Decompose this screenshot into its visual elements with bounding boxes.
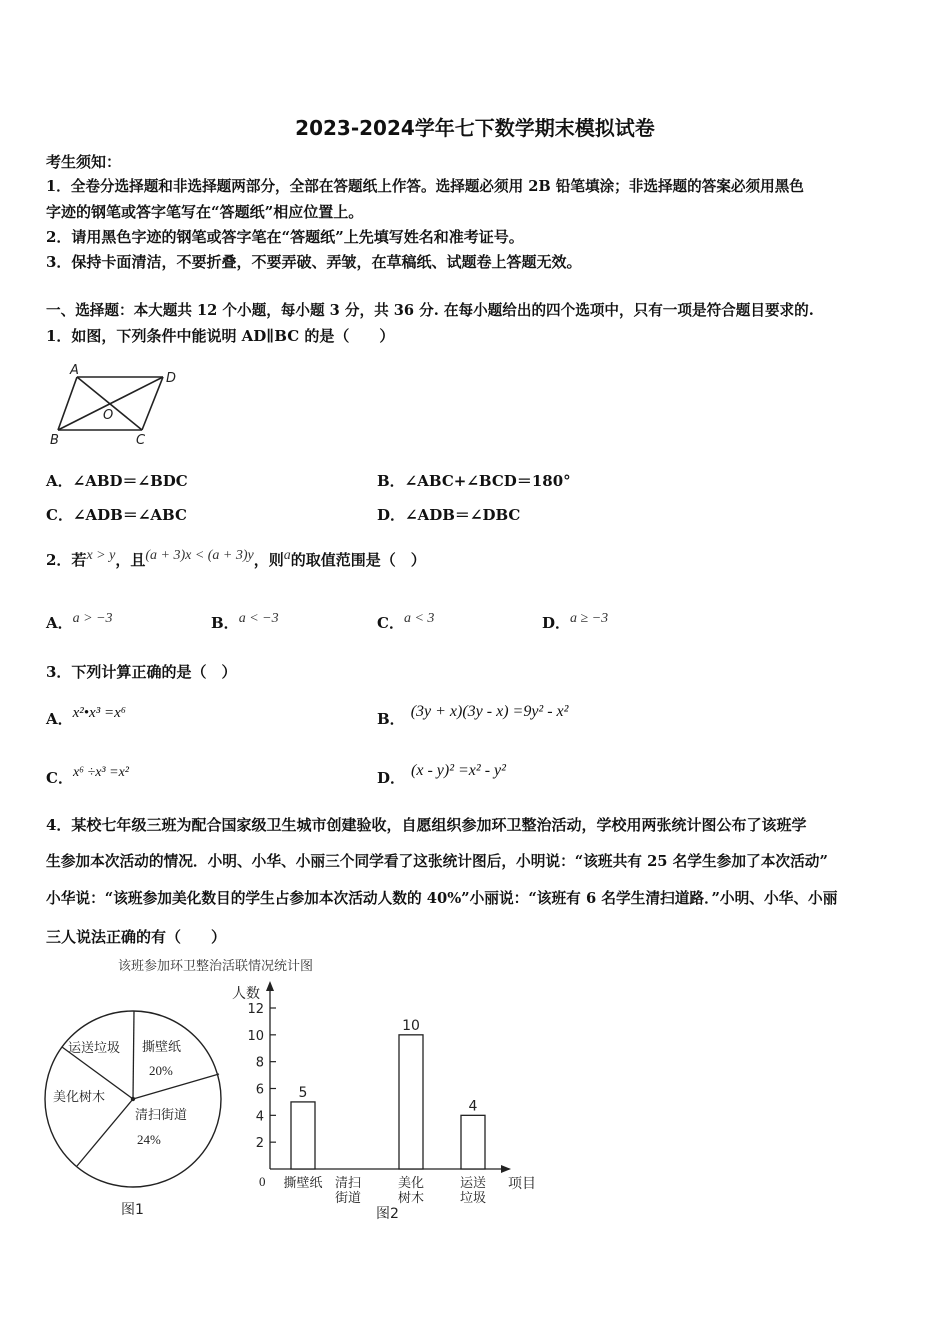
bar-value-label-2: 10 [402, 1017, 420, 1034]
pie-center [131, 1097, 135, 1101]
notice-item-1b: 字迹的钢笔或答字笔写在“答题纸”相应位置上。 [46, 203, 364, 221]
pie-label-beautify: 美化树木 [53, 1090, 106, 1105]
q2-option-c-math: a < 3 [403, 611, 435, 626]
q2-stem-part3: ，则 [253, 551, 284, 569]
y-tick-label-2: 2 [255, 1136, 264, 1152]
q2-math-2: (a + 3)x < (a + 3)y [145, 548, 254, 563]
q4-line-1: 4．某校七年级三班为配合国家级卫生城市创建验收，自愿组织参加环卫整治活动，学校用两张统计图公布了该班学 [46, 816, 807, 834]
pie-value-sweep: 24% [137, 1132, 161, 1147]
pie-label-sweep: 清扫街道 [135, 1108, 188, 1123]
q3-option-c[interactable] [46, 767, 129, 788]
y-tick-label-12: 12 [247, 1002, 264, 1017]
x-axis-arrow [501, 1165, 511, 1173]
bar-chart-caption: 图2 [376, 1206, 399, 1222]
x-category-label-1-line2: 街道 [334, 1191, 362, 1206]
q2-math-1: x > y [86, 548, 116, 563]
notice-item-2: 2．请用黑色字迹的钢笔或答字笔在“答题纸”上先填写姓名和准考证号。 [46, 228, 524, 246]
q2-option-b[interactable] [211, 612, 279, 633]
q2-option-c[interactable] [377, 612, 434, 633]
pie-chart-caption: 图1 [121, 1202, 144, 1218]
pie-value-wallpaper: 20% [149, 1063, 173, 1078]
q2-option-d-label: D． [542, 614, 571, 632]
edge-dc [142, 377, 163, 430]
x-category-label-2-line2: 树木 [397, 1191, 425, 1206]
label-a: A [70, 363, 79, 378]
notice-heading: 考生须知： [46, 153, 122, 171]
q1-option-b[interactable]: B．∠ABC+∠BCD＝180° [377, 472, 571, 490]
q3-option-d-math: (x - y)² =x² - y² [411, 762, 506, 779]
pie-chart [45, 1011, 221, 1218]
x-category-label-0-line1: 撕壁纸 [283, 1176, 323, 1191]
q4-line-2: 生参加本次活动的情况．小明、小华、小丽三个同学看了这张统计图后，小明说：“该班共有 25 名学生参加了本次活动” [46, 853, 828, 870]
bar-value-label-3: 4 [468, 1098, 478, 1115]
notice-item-1a: 1．全卷分选择题和非选择题两部分，全部在答题纸上作答。选择题必须用 2B 铅笔填涂；非选择题的答案必须用黑色 [46, 178, 804, 195]
page-title: 2023-2024学年七下数学期末模拟试卷 [295, 116, 655, 140]
q4-line-4: 三人说法正确的有（ ） [46, 928, 227, 946]
bar-2 [399, 1035, 423, 1169]
bar-0 [291, 1102, 315, 1169]
x-category-label-2-line1: 美化 [397, 1176, 425, 1191]
q1-stem: 1．如图，下列条件中能说明 AD∥BC 的是（ ） [46, 327, 395, 345]
q2-stem-part1: 2．若 [46, 551, 87, 569]
q1-parallelogram-figure [46, 360, 196, 450]
notice-item-3: 3．保持卡面清洁，不要折叠，不要弄破、弄皱，在草稿纸、试题卷上答题无效。 [46, 253, 582, 271]
q1-option-d[interactable]: D．∠ADB＝∠DBC [377, 506, 521, 524]
y-tick-label-4: 4 [255, 1109, 264, 1125]
q2-option-b-label: B． [211, 614, 239, 632]
y-tick-label-6: 6 [255, 1082, 264, 1098]
bar-chart [232, 981, 536, 1222]
q2-option-d-math: a ≥ −3 [570, 611, 609, 626]
y-axis-arrow [266, 981, 274, 991]
x-category-label-3-line2: 垃圾 [459, 1191, 487, 1206]
label-b: B [50, 433, 59, 448]
y-tick-label-8: 8 [255, 1055, 264, 1071]
q2-option-a-math: a > −3 [72, 611, 113, 626]
label-o: O [103, 408, 114, 423]
q3-option-b-math: (3y + x)(3y - x) =9y² - x² [410, 703, 569, 720]
y-axis-label: 人数 [232, 986, 260, 1002]
origin-label: 0 [259, 1174, 266, 1189]
q4-statistics-charts [30, 948, 570, 1228]
x-category-label-1-line1: 清扫 [334, 1176, 362, 1191]
q2-option-a-label: A． [46, 614, 73, 632]
pie-label-wallpaper: 撕壁纸 [142, 1040, 182, 1055]
q2-stem [46, 550, 426, 572]
q2-option-d[interactable] [542, 612, 608, 633]
chart-main-title: 该班参加环卫整治活联情况统计图 [118, 959, 314, 974]
q3-option-b-label: B． [377, 710, 405, 728]
q3-option-c-label: C． [46, 769, 73, 787]
section-heading: 一、选择题：本大题共 12 个小题，每小题 3 分，共 36 分. 在每小题给出的四个选项中，只有一项是符合题目要求的. [46, 302, 814, 319]
y-tick-label-10: 10 [247, 1028, 264, 1044]
bar-3 [461, 1115, 485, 1169]
q3-option-a[interactable] [46, 705, 126, 729]
label-c: C [136, 433, 146, 448]
q3-option-a-math: x²•x³ =x⁶ [72, 705, 126, 721]
q2-option-a[interactable] [46, 612, 113, 633]
q2-stem-part4: 的取值范围是（ ） [290, 551, 426, 569]
x-axis-label: 项目 [508, 1176, 536, 1192]
q1-option-c[interactable]: C．∠ADB＝∠ABC [46, 506, 187, 524]
q2-math-3: a [283, 548, 291, 563]
q3-stem: 3．下列计算正确的是（ ） [46, 663, 237, 681]
x-category-label-3-line1: 运送 [459, 1176, 487, 1191]
q3-option-d-label: D． [377, 769, 406, 787]
q3-option-a-label: A． [46, 710, 73, 728]
q3-option-c-math: x⁶ ÷x³ =x² [72, 765, 129, 780]
bar-value-label-0: 5 [298, 1084, 308, 1101]
q4-line-3: 小华说：“该班参加美化数目的学生占参加本次活动人数的 40%”小丽说：“该班有 6 名学生清扫道路．”小明、小华、小丽 [46, 890, 838, 907]
label-d: D [166, 371, 177, 386]
q1-option-a[interactable]: A．∠ABD＝∠BDC [46, 472, 188, 490]
pie-label-transport: 运送垃圾 [68, 1041, 121, 1056]
q2-stem-part2: ，且 [115, 551, 146, 569]
q3-option-d[interactable] [377, 762, 506, 788]
q2-option-c-label: C． [377, 614, 404, 632]
q3-option-b[interactable] [377, 703, 569, 729]
q2-option-b-math: a < −3 [238, 611, 279, 626]
